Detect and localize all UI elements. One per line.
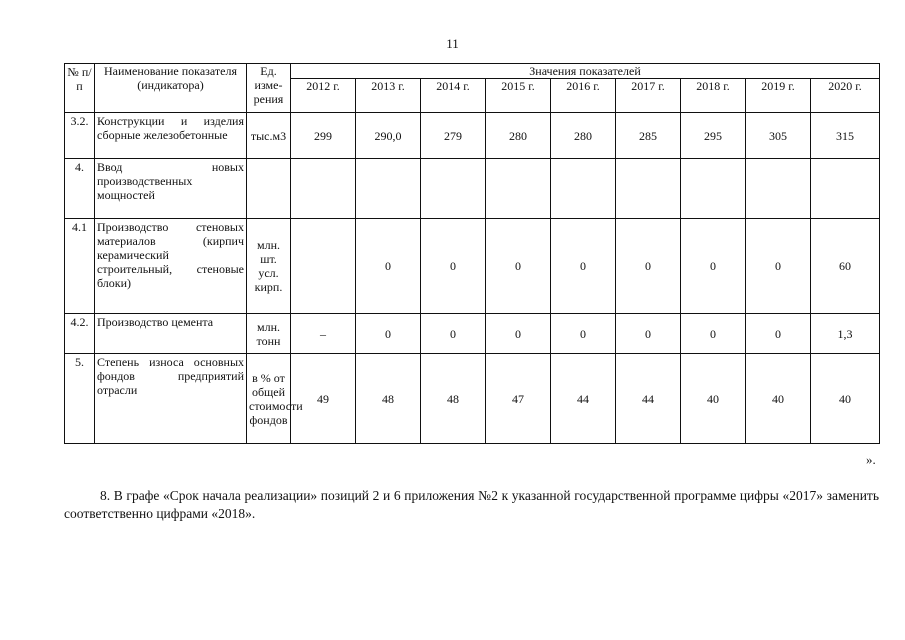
- row-unit: в % от общей стоимости фондов: [247, 354, 291, 444]
- row-value: 44: [551, 354, 616, 444]
- header-year: 2018 г.: [681, 79, 746, 113]
- table-row: [65, 314, 880, 354]
- row-num: 5.: [65, 354, 95, 444]
- table-row: [65, 354, 880, 444]
- row-value: [486, 159, 551, 219]
- table-row: [65, 113, 880, 159]
- row-num: 4.: [65, 159, 95, 219]
- header-year: 2016 г.: [551, 79, 616, 113]
- row-value: 0: [616, 219, 681, 314]
- row-value: –: [291, 314, 356, 354]
- row-value: 40: [746, 354, 811, 444]
- indicators-table: [64, 63, 880, 444]
- row-value: [681, 159, 746, 219]
- row-value: 48: [356, 354, 421, 444]
- row-value: 40: [811, 354, 880, 444]
- row-value: 315: [811, 113, 880, 159]
- row-value: 0: [551, 219, 616, 314]
- row-name: Конструкции и изделия сборные железобетонные: [95, 113, 247, 159]
- row-value: 60: [811, 219, 880, 314]
- row-unit: млн. шт. усл. кирп.: [247, 219, 291, 314]
- row-name: Производство цемента: [95, 314, 247, 354]
- row-value: [551, 159, 616, 219]
- header-num: № п/п: [65, 64, 95, 113]
- page-number: 11: [446, 36, 459, 51]
- row-value: [356, 159, 421, 219]
- header-values-group: Значения показателей: [291, 64, 880, 79]
- header-year: 2012 г.: [291, 79, 356, 113]
- row-name: Степень износа основных фондов предприятий отрасли: [95, 354, 247, 444]
- row-value: 40: [681, 354, 746, 444]
- row-value: 0: [421, 314, 486, 354]
- row-value: 0: [486, 219, 551, 314]
- header-name: Наименование показателя (индикатора): [95, 64, 247, 113]
- row-value: 0: [681, 314, 746, 354]
- row-value: [291, 159, 356, 219]
- row-value: 1,3: [811, 314, 880, 354]
- row-value: [811, 159, 880, 219]
- table-row: [65, 159, 880, 219]
- row-value: 299: [291, 113, 356, 159]
- amendment-paragraph: 8. В графе «Срок начала реализации» позиций 2 и 6 приложения №2 к указанной государственной программе цифры «2017» заменить соответственно цифрами «2018».: [64, 488, 879, 521]
- header-year: 2020 г.: [811, 79, 880, 113]
- row-value: 48: [421, 354, 486, 444]
- header-unit: Ед. изме-рения: [247, 64, 291, 113]
- row-value: 44: [616, 354, 681, 444]
- header-year: 2017 г.: [616, 79, 681, 113]
- row-value: 0: [551, 314, 616, 354]
- row-name: Ввод новых производственных мощностей: [95, 159, 247, 219]
- row-value: 0: [616, 314, 681, 354]
- row-value: 290,0: [356, 113, 421, 159]
- row-value: 0: [421, 219, 486, 314]
- table-row: [65, 219, 880, 314]
- row-num: 4.1: [65, 219, 95, 314]
- row-value: 280: [551, 113, 616, 159]
- row-value: 0: [356, 219, 421, 314]
- row-num: 4.2.: [65, 314, 95, 354]
- closing-quote-mark: ».: [866, 452, 876, 467]
- row-value: [291, 219, 356, 314]
- row-value: 0: [746, 314, 811, 354]
- header-year: 2014 г.: [421, 79, 486, 113]
- row-unit: тыс.м3: [247, 113, 291, 159]
- row-value: 0: [356, 314, 421, 354]
- header-year: 2013 г.: [356, 79, 421, 113]
- row-value: 305: [746, 113, 811, 159]
- row-value: 47: [486, 354, 551, 444]
- header-year: 2019 г.: [746, 79, 811, 113]
- row-value: [616, 159, 681, 219]
- row-unit: млн. тонн: [247, 314, 291, 354]
- row-value: 0: [486, 314, 551, 354]
- header-year: 2015 г.: [486, 79, 551, 113]
- row-value: 279: [421, 113, 486, 159]
- row-value: 0: [746, 219, 811, 314]
- row-num: 3.2.: [65, 113, 95, 159]
- row-unit: [247, 159, 291, 219]
- row-value: 0: [681, 219, 746, 314]
- row-value: [421, 159, 486, 219]
- row-value: 285: [616, 113, 681, 159]
- row-value: [746, 159, 811, 219]
- row-name: Производство стеновых материалов (кирпич керамический строительный, стеновые блоки): [95, 219, 247, 314]
- row-value: 295: [681, 113, 746, 159]
- row-value: 280: [486, 113, 551, 159]
- row-value: 49: [291, 354, 356, 444]
